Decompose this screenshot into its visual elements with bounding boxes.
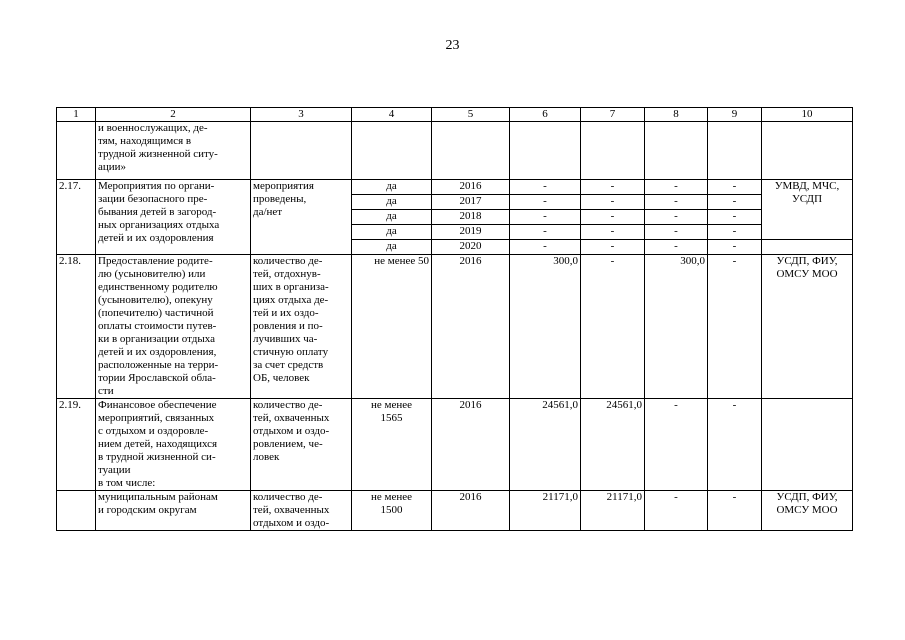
cell-number: 2.18. <box>57 255 96 399</box>
cell-amount: 300,0 <box>510 255 581 399</box>
cell-amount: - <box>645 180 708 195</box>
cell-amount: - <box>510 240 581 255</box>
cell-amount: - <box>510 195 581 210</box>
cell-amount: 21171,0 <box>581 491 645 531</box>
cell-year: 2016 <box>432 491 510 531</box>
page-number: 23 <box>445 38 460 53</box>
cell-year: 2018 <box>432 210 510 225</box>
cell-amount: - <box>581 225 645 240</box>
cell-value: да <box>352 240 432 255</box>
header-cell: 3 <box>251 108 352 122</box>
cell-value: да <box>352 195 432 210</box>
cell-number: 2.17. <box>57 180 96 255</box>
cell-amount: - <box>708 195 762 210</box>
table-row <box>57 180 853 195</box>
header-cell: 6 <box>510 108 581 122</box>
cell-amount: - <box>708 225 762 240</box>
cell-amount: - <box>510 180 581 195</box>
header-cell: 10 <box>762 108 853 122</box>
cell-value: не менее 50 <box>352 255 432 399</box>
cell-number <box>57 122 96 180</box>
cell-amount: - <box>581 255 645 399</box>
cell-amount: - <box>708 240 762 255</box>
header-cell: 1 <box>57 108 96 122</box>
cell-amount: - <box>645 240 708 255</box>
cell-indicator: количество де- тей, охваченных отдыхом и оздо- <box>251 491 352 531</box>
cell-value: да <box>352 225 432 240</box>
cell-description: муниципальным районам и городским округам <box>96 491 251 531</box>
cell-responsible: УСДП, ФИУ, ОМСУ МОО <box>762 255 853 399</box>
cell-amount <box>510 122 581 180</box>
cell-description: Предоставление родите- лю (усыновителю) или единственному родителю (усыновителю), опекуну (попечителю) частичной оплаты стоимости путев- ки в организации отдыха детей и их оздоровления, расположенные на терри- тории Ярославской обла- сти <box>96 255 251 399</box>
cell-amount: - <box>708 255 762 399</box>
cell-amount: - <box>510 225 581 240</box>
header-cell: 9 <box>708 108 762 122</box>
cell-responsible: УМВД, МЧС, УСДП <box>762 180 853 240</box>
header-cell: 4 <box>352 108 432 122</box>
cell-year <box>432 122 510 180</box>
cell-amount: - <box>581 240 645 255</box>
cell-year: 2019 <box>432 225 510 240</box>
cell-indicator <box>251 122 352 180</box>
cell-value: не менее 1500 <box>352 491 432 531</box>
cell-amount <box>708 122 762 180</box>
cell-year: 2016 <box>432 180 510 195</box>
cell-amount: - <box>581 210 645 225</box>
cell-year: 2017 <box>432 195 510 210</box>
cell-year: 2016 <box>432 255 510 399</box>
cell-responsible: УСДП, ФИУ, ОМСУ МОО <box>762 491 853 531</box>
cell-amount: - <box>645 195 708 210</box>
cell-value: да <box>352 210 432 225</box>
cell-year: 2016 <box>432 399 510 491</box>
cell-amount: - <box>645 225 708 240</box>
cell-indicator: количество де- тей, отдохнув- ших в организа- циях отдыха де- тей и их оздо- ровления и по- лучивших ча- стичную оплату за счет средств ОБ, человек <box>251 255 352 399</box>
cell-number: 2.19. <box>57 399 96 491</box>
cell-amount <box>581 122 645 180</box>
cell-amount: - <box>708 491 762 531</box>
cell-description: Мероприятия по органи- зации безопасного пре- бывания детей в загород- ных организациях отдыха детей и их оздоровления <box>96 180 251 255</box>
program-table <box>56 107 853 531</box>
cell-amount: - <box>708 399 762 491</box>
cell-amount: 300,0 <box>645 255 708 399</box>
cell-amount <box>645 122 708 180</box>
cell-value <box>352 122 432 180</box>
cell-description: Финансовое обеспечение мероприятий, связанных с отдыхом и оздоровле- нием детей, находящихся в трудной жизненной си- туации в том числе: <box>96 399 251 491</box>
cell-amount: 24561,0 <box>510 399 581 491</box>
cell-year: 2020 <box>432 240 510 255</box>
cell-amount: - <box>510 210 581 225</box>
cell-number <box>57 491 96 531</box>
cell-value: не менее 1565 <box>352 399 432 491</box>
cell-amount: 21171,0 <box>510 491 581 531</box>
cell-value: да <box>352 180 432 195</box>
cell-responsible <box>762 399 853 491</box>
cell-amount: - <box>581 195 645 210</box>
header-cell: 2 <box>96 108 251 122</box>
header-row <box>57 108 853 122</box>
cell-responsible <box>762 240 853 255</box>
header-cell: 7 <box>581 108 645 122</box>
cell-amount: - <box>645 399 708 491</box>
table-row <box>57 122 853 180</box>
cell-amount: - <box>645 210 708 225</box>
table-row <box>57 399 853 491</box>
cell-indicator: количество де- тей, охваченных отдыхом и оздо- ровлением, че- ловек <box>251 399 352 491</box>
cell-description: и военнослужащих, де- тям, находящимся в трудной жизненной ситу- ации» <box>96 122 251 180</box>
table-row <box>57 491 853 531</box>
cell-amount: - <box>645 491 708 531</box>
cell-responsible <box>762 122 853 180</box>
cell-amount: 24561,0 <box>581 399 645 491</box>
cell-indicator: мероприятия проведены, да/нет <box>251 180 352 255</box>
cell-amount: - <box>708 180 762 195</box>
header-cell: 5 <box>432 108 510 122</box>
header-cell: 8 <box>645 108 708 122</box>
cell-amount: - <box>581 180 645 195</box>
cell-amount: - <box>708 210 762 225</box>
table-row <box>57 255 853 399</box>
